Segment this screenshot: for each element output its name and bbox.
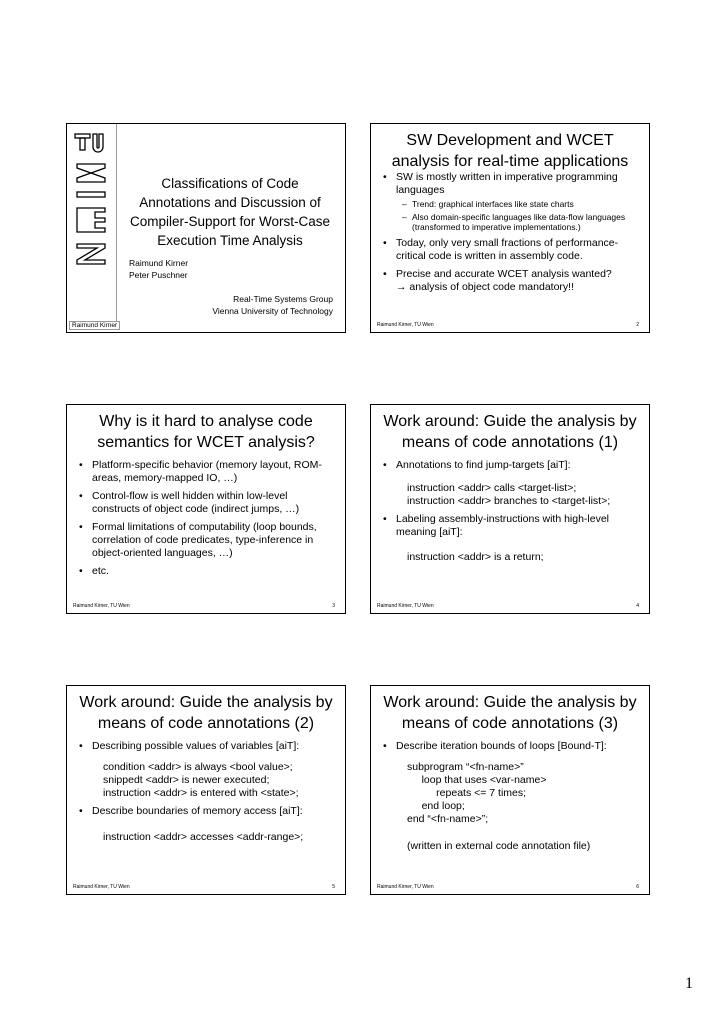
slide-5	[66, 685, 346, 895]
title-line: Compiler-Support for Worst-Case	[129, 214, 331, 229]
bullet-list	[79, 805, 337, 823]
bullet-text: Describe iteration bounds of loops [Bound-T]:	[396, 740, 607, 752]
bullet-text: Describing possible values of variables [aiT]:	[92, 740, 300, 752]
tu-wien-logo	[67, 124, 117, 322]
code-block: subprogram “<fn-name>” loop that uses <var-name> repeats <= 7 times; end loop; end “<fn-name>”;	[407, 761, 547, 825]
bullet-item	[79, 740, 337, 753]
slide-title: Work around: Guide the analysis by means of code annotations (1)	[383, 413, 637, 451]
bullet-list	[79, 740, 337, 758]
slide-number: 6	[636, 884, 639, 890]
slide-footer: Raimund Kirner, TU Wien	[73, 884, 130, 890]
bullet-list	[383, 459, 641, 477]
author-name: Peter Puschner	[129, 270, 188, 280]
slide-6	[370, 685, 650, 895]
university-name: Vienna University of Technology	[212, 306, 333, 316]
bullet-item	[383, 268, 641, 294]
author-name: Raimund Kirner	[129, 258, 189, 268]
slide-1	[66, 123, 346, 333]
slide-3	[66, 404, 346, 614]
annotation-note: (written in external code annotation file)	[407, 840, 591, 852]
bullet-item	[79, 521, 337, 560]
slide-footer: Raimund Kirner	[69, 321, 120, 330]
page-number: 1	[685, 975, 693, 992]
bullet-text: Precise and accurate WCET analysis wanted?	[396, 268, 612, 280]
bullet-item	[79, 565, 337, 578]
bullet-item	[79, 805, 337, 818]
code-block: instruction <addr> accesses <addr-range>;	[103, 831, 304, 843]
slide-title: Work around: Guide the analysis by means of code annotations (3)	[383, 694, 637, 732]
slide-title: SW Development and WCET analysis for real-time applications	[391, 132, 629, 170]
bullet-item	[383, 740, 641, 753]
title-line: Execution Time Analysis	[157, 233, 303, 248]
bullet-text: Platform-specific behavior (memory layout, ROM-areas, memory-mapped IO, …)	[92, 459, 322, 484]
tu-wien-logo-icon	[73, 132, 111, 282]
slide-footer: Raimund Kirner, TU Wien	[377, 603, 434, 609]
bullet-item	[79, 459, 337, 485]
slide-title: Why is it hard to analyse code semantics for WCET analysis?	[97, 413, 315, 451]
slide-footer: Raimund Kirner, TU Wien	[377, 884, 434, 890]
code-block: condition <addr> is always <bool value>; snippedt <addr> is newer executed; instruction <addr> is entered with <state>;	[103, 761, 299, 799]
arrow-text: → analysis of object code mandatory!!	[396, 281, 575, 293]
bullet-text: Today, only very small fractions of performance-critical code is written in assembly code.	[396, 237, 619, 262]
bullet-text: Control-flow is well hidden within low-level constructs of object code (indirect jumps, …)	[92, 490, 300, 515]
sub-bullet-item	[402, 212, 641, 232]
bullet-text: Describe boundaries of memory access [aiT]:	[92, 805, 303, 817]
slide-4	[370, 404, 650, 614]
slide-footer: Raimund Kirner, TU Wien	[377, 322, 434, 328]
sub-bullet-list	[402, 199, 641, 232]
bullet-item	[383, 459, 641, 472]
sub-bullet-text: Also domain-specific languages like data-flow languages (transformed to imperative implementations.)	[412, 212, 626, 232]
slide-number: 5	[332, 884, 335, 890]
slide-number: 2	[636, 322, 639, 328]
bullet-text: Labeling assembly-instructions with high-level meaning [aiT]:	[396, 513, 610, 538]
bullet-text: Formal limitations of computability (loop bounds, correlation of code predicates, type-inference in object-oriented languages, …)	[92, 521, 317, 559]
bullet-item	[79, 490, 337, 516]
title-line: Annotations and Discussion of	[139, 195, 321, 210]
slide-number: 3	[332, 603, 335, 609]
bullet-list	[383, 740, 641, 758]
sub-bullet-item	[402, 199, 641, 209]
slide-title: Work around: Guide the analysis by means of code annotations (2)	[79, 694, 333, 732]
bullet-text: Annotations to find jump-targets [aiT]:	[396, 459, 571, 471]
slide-footer: Raimund Kirner, TU Wien	[73, 603, 130, 609]
bullet-list	[383, 513, 641, 544]
code-block: instruction <addr> is a return;	[407, 551, 544, 563]
group-name: Real-Time Systems Group	[233, 294, 333, 304]
slide-number: 4	[636, 603, 639, 609]
sub-bullet-text: Trend: graphical interfaces like state charts	[412, 199, 574, 209]
code-block: instruction <addr> calls <target-list>; instruction <addr> branches to <target-list>;	[407, 482, 611, 507]
presentation-title	[125, 174, 335, 250]
slide-2	[370, 123, 650, 333]
bullet-text: SW is mostly written in imperative programming languages	[396, 171, 618, 196]
bullet-item	[383, 513, 641, 539]
logo-letters	[73, 132, 111, 282]
bullet-item	[383, 171, 641, 232]
bullet-list	[383, 171, 641, 299]
bullet-list	[79, 459, 337, 583]
title-line: Classifications of Code	[161, 176, 299, 191]
bullet-item	[383, 237, 641, 263]
bullet-text: etc.	[92, 565, 109, 577]
